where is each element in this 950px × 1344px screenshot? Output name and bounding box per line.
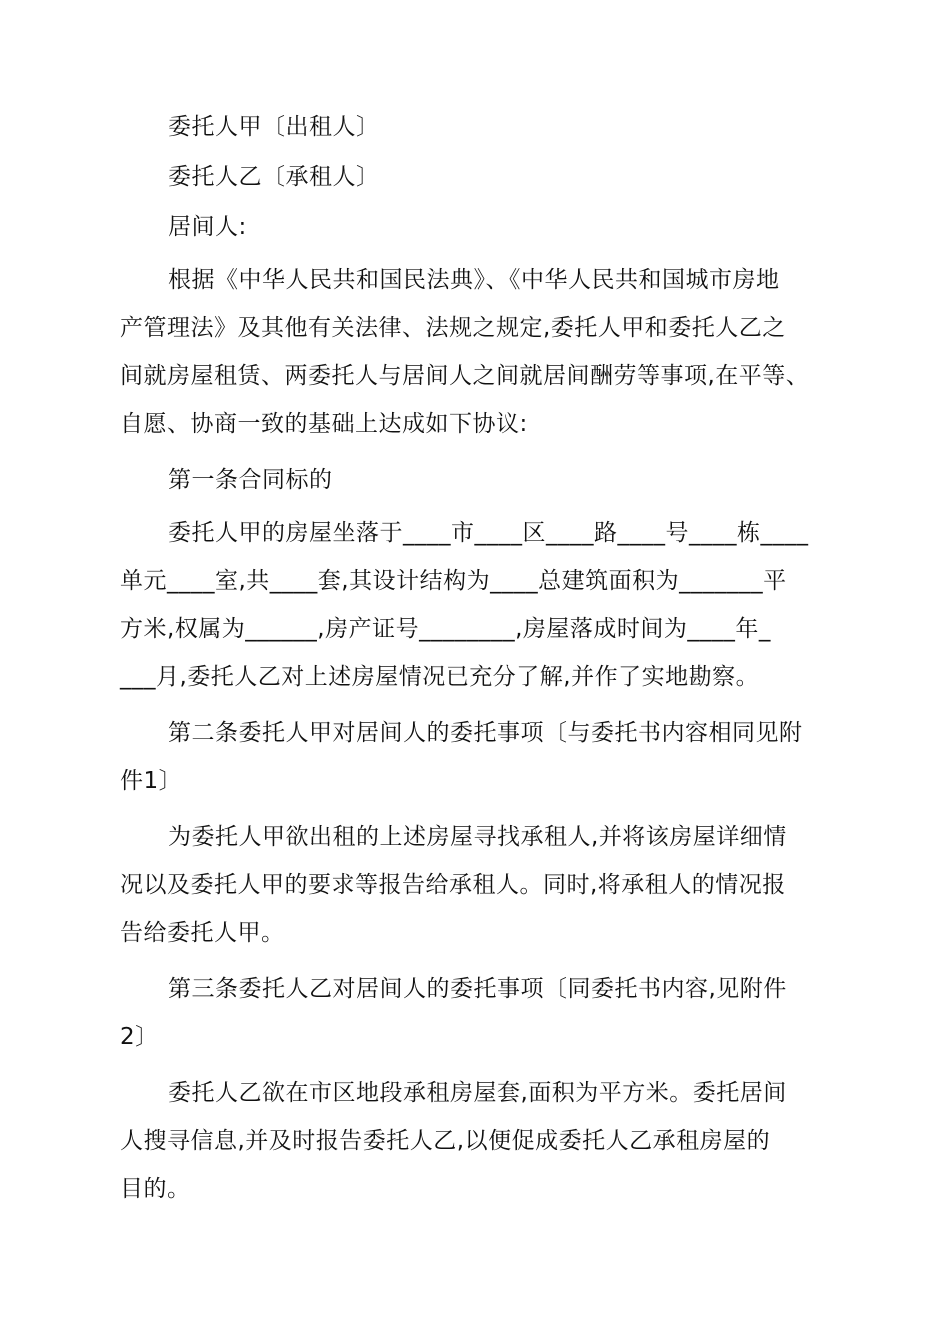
preamble-line: 间就房屋租赁、两委托人与居间人之间就居间酬劳等事项,在平等、 <box>120 363 810 389</box>
article3-heading <box>120 965 838 1061</box>
article1-line: 委托人甲的房屋坐落于____市____区____路____号____栋____ <box>168 520 809 546</box>
party-a-line: 委托人甲〔出租人〕 <box>168 114 380 140</box>
article3-line: 人搜寻信息,并及时报告委托人乙,以便促成委托人乙承租房屋的 <box>120 1128 771 1154</box>
article1-line: 方米,权属为______,房产证号________,房屋落成时间为____年_ <box>120 616 771 642</box>
preamble-line: 自愿、协商一致的基础上达成如下协议: <box>120 411 528 437</box>
article1-paragraph <box>120 509 838 701</box>
article2-heading-line: 件1〕 <box>120 768 183 794</box>
document-body <box>120 103 838 1213</box>
article3-line: 目的。 <box>120 1176 191 1202</box>
article2-heading <box>120 709 838 805</box>
article3-line: 委托人乙欲在市区地段承租房屋套,面积为平方米。委托居间 <box>168 1080 787 1106</box>
party-b-line: 委托人乙〔承租人〕 <box>168 164 380 190</box>
article2-line: 为委托人甲欲出租的上述房屋寻找承租人,并将该房屋详细情 <box>168 824 787 850</box>
article3-heading-line: 2〕 <box>120 1024 159 1050</box>
article1-heading: 第一条合同标的 <box>168 467 333 493</box>
preamble-paragraph <box>120 256 838 448</box>
intermediary-line: 居间人: <box>168 214 247 240</box>
article2-heading-line: 第二条委托人甲对居间人的委托事项〔与委托书内容相同见附 <box>168 720 803 746</box>
article3-paragraph <box>120 1069 838 1213</box>
article2-line: 告给委托人甲。 <box>120 920 285 946</box>
article1-line: ___月,委托人乙对上述房屋情况已充分了解,并作了实地勘察。 <box>120 664 760 690</box>
article1-line: 单元____室,共____套,其设计结构为____总建筑面积为_______平 <box>120 568 787 594</box>
article2-paragraph <box>120 813 838 957</box>
article3-heading-line: 第三条委托人乙对居间人的委托事项〔同委托书内容,见附件 <box>168 976 787 1002</box>
preamble-line: 产管理法》及其他有关法律、法规之规定,委托人甲和委托人乙之 <box>120 315 786 341</box>
article2-line: 况以及委托人甲的要求等报告给承租人。同时,将承租人的情况报 <box>120 872 786 898</box>
preamble-line: 根据《中华人民共和国民法典》、《中华人民共和国城市房地 <box>168 267 780 293</box>
